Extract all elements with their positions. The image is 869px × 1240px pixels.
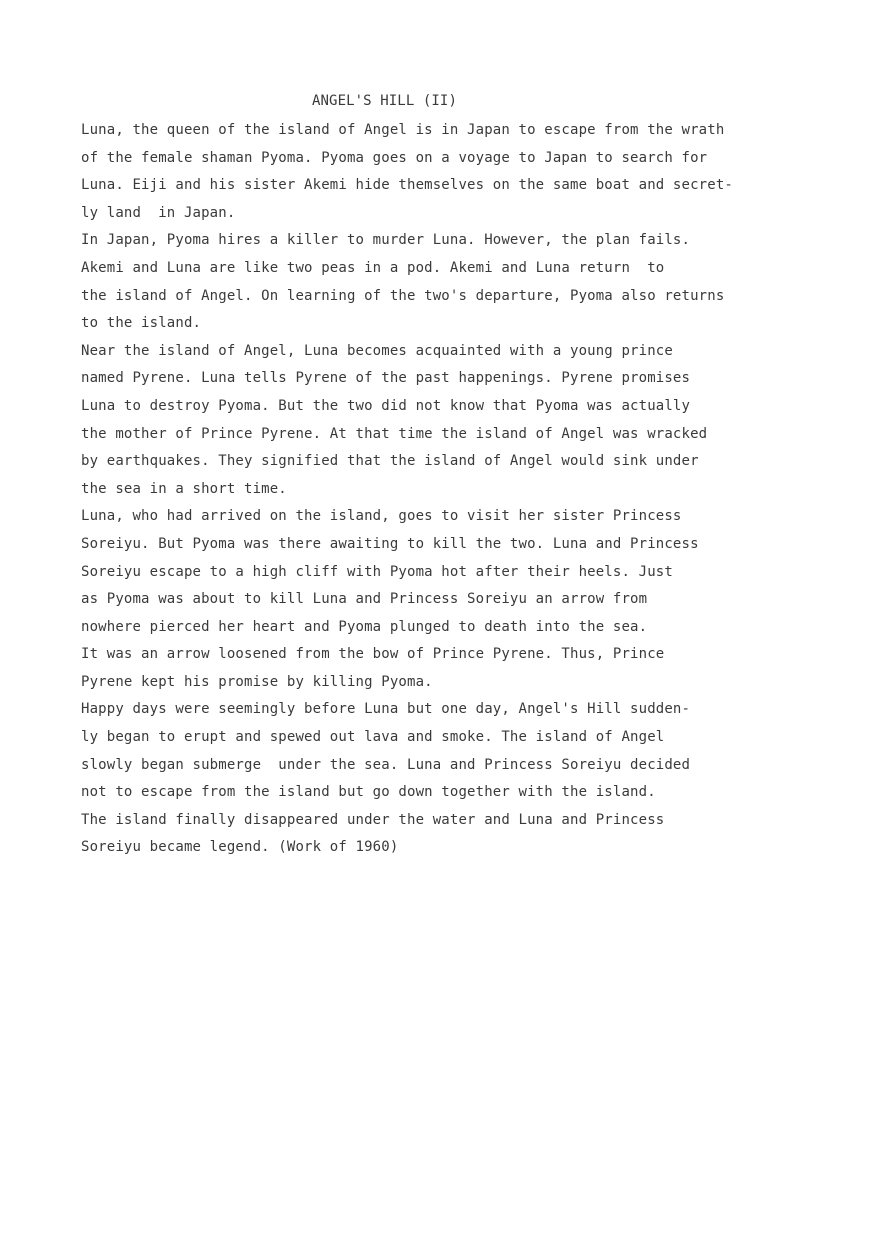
text-line: nowhere pierced her heart and Pyoma plunged to death into the sea.	[81, 618, 648, 635]
text-line: to the island.	[81, 315, 202, 332]
text-line: ly began to erupt and spewed out lava and smoke. The island of Angel	[81, 729, 665, 746]
text-line: Akemi and Luna are like two peas in a pod. Akemi and Luna return to	[81, 259, 665, 276]
text-line: of the female shaman Pyoma. Pyoma goes on a voyage to Japan to search for	[81, 149, 708, 166]
text-line: In Japan, Pyoma hires a killer to murder Luna. However, the plan fails.	[81, 232, 691, 249]
text-line: Soreiyu escape to a high cliff with Pyoma hot after their heels. Just	[81, 563, 673, 580]
text-line: Soreiyu. But Pyoma was there awaiting to kill the two. Luna and Princess	[81, 535, 699, 552]
text-line: named Pyrene. Luna tells Pyrene of the past happenings. Pyrene promises	[81, 370, 691, 387]
text-line: as Pyoma was about to kill Luna and Princess Soreiyu an arrow from	[81, 591, 648, 608]
text-line: slowly began submerge under the sea. Luna and Princess Soreiyu decided	[81, 756, 691, 773]
text-line: It was an arrow loosened from the bow of Prince Pyrene. Thus, Prince	[81, 646, 665, 663]
text-line: Luna, the queen of the island of Angel is in Japan to escape from the wrath	[81, 122, 725, 138]
text-line: Soreiyu became legend. (Work of 1960)	[81, 839, 399, 856]
text-line: not to escape from the island but go down together with the island.	[81, 784, 656, 801]
text-line: Luna, who had arrived on the island, goes to visit her sister Princess	[81, 508, 682, 525]
text-line: the island of Angel. On learning of the two's departure, Pyoma also returns	[81, 287, 725, 304]
text-line: Near the island of Angel, Luna becomes acquainted with a young prince	[81, 342, 673, 359]
text-line: Happy days were seemingly before Luna but one day, Angel's Hill sudden-	[81, 701, 691, 718]
text-line: ly land in Japan.	[81, 204, 236, 221]
text-line: the sea in a short time.	[81, 480, 287, 497]
text-line: The island finally disappeared under the water and Luna and Princess	[81, 811, 665, 828]
document-title: ANGEL'S HILL (II)	[312, 93, 457, 109]
text-line: Luna. Eiji and his sister Akemi hide themselves on the same boat and secret-	[81, 177, 733, 194]
text-line: the mother of Prince Pyrene. At that time the island of Angel was wracked	[81, 425, 708, 442]
synopsis-body	[81, 117, 781, 862]
text-line: Luna to destroy Pyoma. But the two did not know that Pyoma was actually	[81, 397, 691, 414]
text-line: by earthquakes. They signified that the island of Angel would sink under	[81, 453, 699, 470]
text-line: Pyrene kept his promise by killing Pyoma.	[81, 673, 433, 690]
